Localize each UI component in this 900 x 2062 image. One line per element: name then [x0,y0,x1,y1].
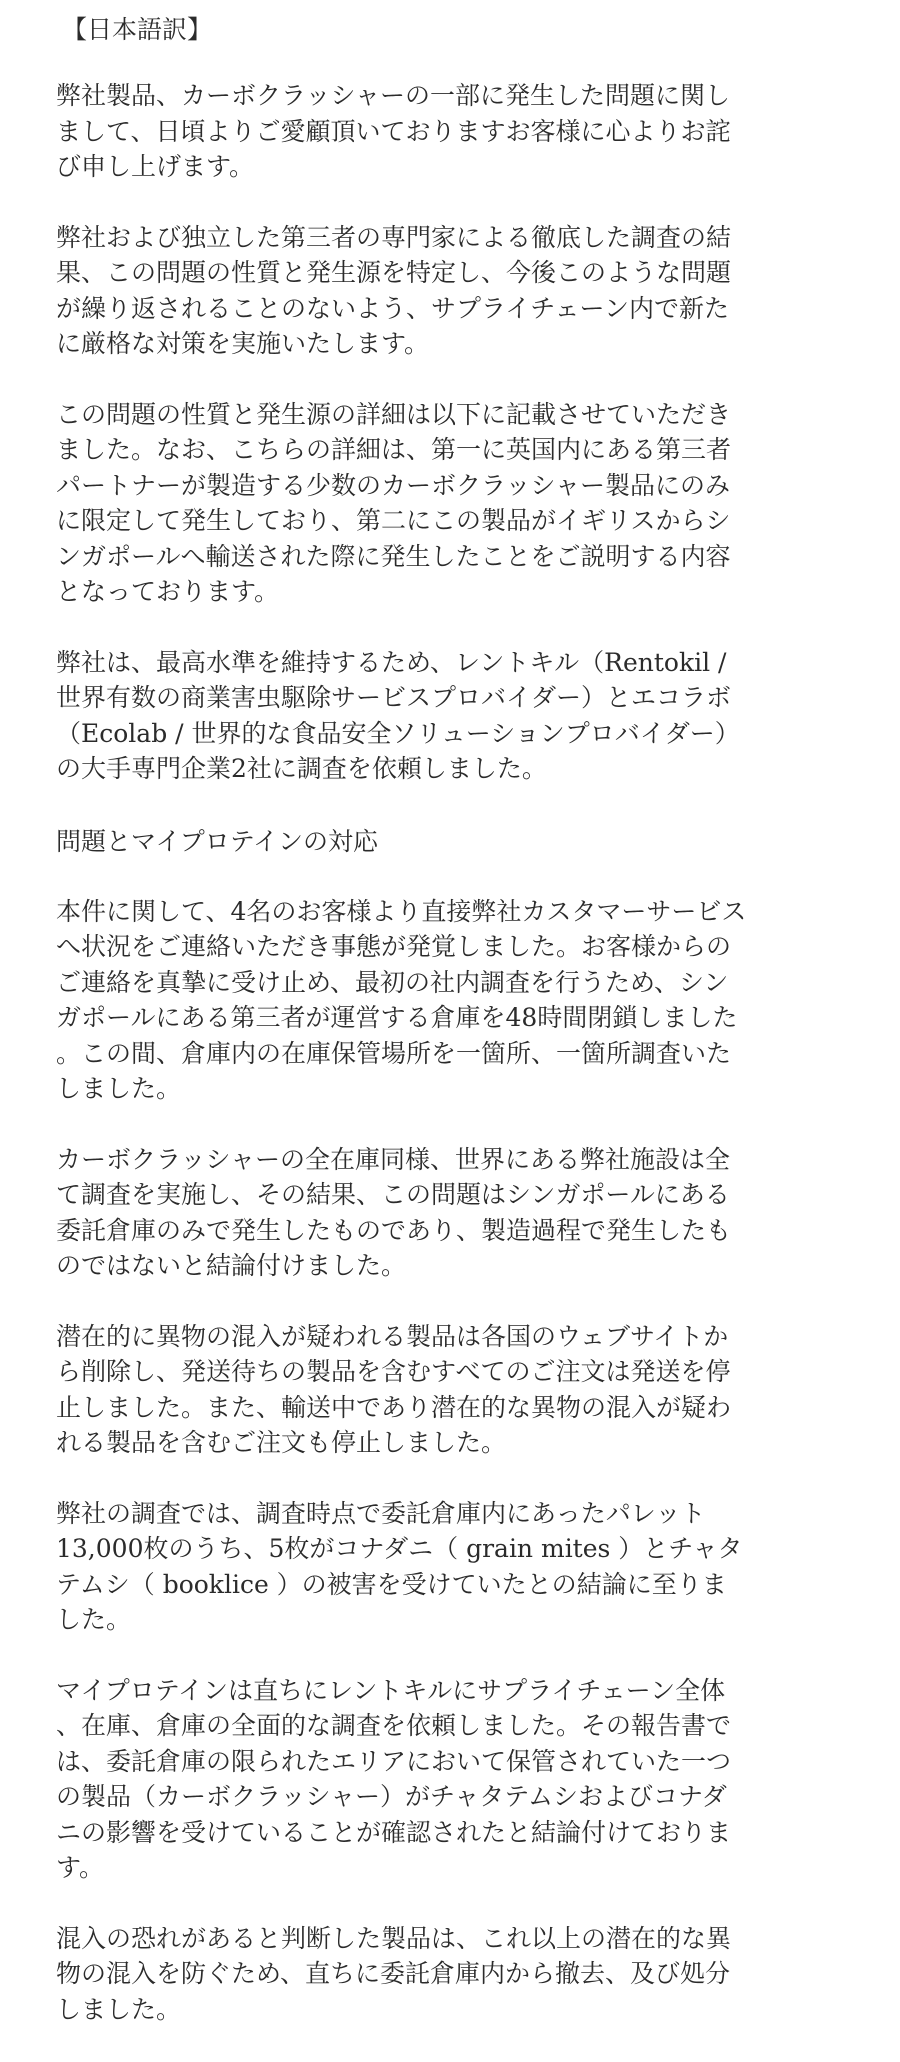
intro-paragraphs [56,78,846,787]
paragraph-line: の大手専門企業2社に調査を依頼しました。 [56,754,547,783]
paragraph-line: 潜在的に異物の混入が疑われる製品は各国のウェブサイトか [56,1321,729,1351]
section-title: 問題とマイプロテインの対応 [56,826,379,856]
paragraph-line: に限定して発生しており、第二にこの製品がイギリスからシ [56,506,731,535]
response-paragraphs [56,894,846,2028]
paragraph [56,397,846,610]
paragraph-line: 物の混入を防ぐため、直ちに委託倉庫内から撤去、及び処分 [56,1959,731,1988]
paragraph-line: 弊社は、最高水準を維持するため、レントキル（Rentokil / [56,647,727,677]
paragraph-line: カーボクラッシャーの全在庫同様、世界にある弊社施設は全 [56,1144,731,1174]
paragraph-line: パートナーが製造する少数のカーボクラッシャー製品にのみ [56,470,731,500]
paragraph-line: した。 [56,1605,132,1634]
paragraph-line: テムシ（ booklice ）の被害を受けていたとの結論に至りま [56,1569,727,1599]
paragraph [56,1921,846,2028]
document-body [56,8,846,2062]
paragraph [56,1142,846,1284]
translation-label: 【日本語訳】 [62,15,213,44]
paragraph-line: 。この間、倉庫内の在庫保管場所を一箇所、一箇所調査いた [56,1038,732,1068]
paragraph [56,1496,846,1638]
paragraph-line: 果、この問題の性質と発生源を特定し、今後このような問題 [56,258,732,287]
paragraph [56,1319,846,1461]
paragraph-line: （Ecolab / 世界的な食品安全ソリューションプロバイダー） [56,718,740,748]
paragraph-line: ニの影響を受けていることが確認されたと結論付けておりま [56,1817,732,1847]
paragraph-line: す。 [56,1853,105,1882]
paragraph-line: ガポールにある第三者が運営する倉庫を48時間閉鎖しました [56,1003,738,1032]
paragraph-line: 弊社および独立した第三者の専門家による徹底した調査の結 [56,222,732,252]
paragraph-line: 、在庫、倉庫の全面的な調査を依頼しました。その報告書で [56,1711,732,1740]
paragraph-line: ご連絡を真摯に受け止め、最初の社内調査を行うため、シン [56,967,729,997]
paragraph-line: しました。 [56,1994,182,2024]
paragraph [56,645,846,787]
paragraph-line: れる製品を含むご注文も停止しました。 [56,1428,507,1457]
paragraph-line: まして、日頃よりご愛顧頂いておりますお客様に心よりお詫 [56,116,731,146]
paragraph-line: て調査を実施し、その結果、この問題はシンガポールにある [56,1180,730,1209]
paragraph-line: となっております。 [56,577,280,606]
paragraph-line: 止しました。また、輸送中であり潜在的な異物の混入が疑わ [56,1392,732,1422]
paragraph-line: 弊社の調査では、調査時点で委託倉庫内にあったパレット [56,1498,706,1528]
paragraph-line: 混入の恐れがあると判断した製品は、これ以上の潜在的な異 [56,1923,732,1953]
paragraph-line: び申し上げます。 [56,152,255,181]
paragraph-line: へ状況をご連絡いただき事態が発覚しました。お客様からの [56,932,732,961]
paragraph-line: ンガポールへ輸送された際に発生したことをご説明する内容 [56,541,731,571]
paragraph-line: に厳格な対策を実施いたします。 [56,329,430,358]
paragraph-line: のではないと結論付けました。 [56,1251,407,1280]
paragraph-line: 13,000枚のうち、5枚がコナダニ（ grain mites ）とチャタ [56,1534,743,1563]
paragraph-line: この問題の性質と発生源の詳細は以下に記載させていただき [56,399,732,429]
paragraph-line: が繰り返されることのないよう、サプライチェーン内で新た [56,293,730,323]
paragraph-line: の製品（カーボクラッシャー）がチャタテムシおよびコナダ [56,1782,727,1811]
paragraph-line: は、委託倉庫の限られたエリアにおいて保管されていた一つ [56,1746,732,1776]
paragraph-line: ら削除し、発送待ちの製品を含むすべてのご注文は発送を停 [56,1357,731,1386]
paragraph-line: 弊社製品、カーボクラッシャーの一部に発生した問題に関し [56,81,731,110]
paragraph [56,1673,846,1886]
paragraph-line: ました。なお、こちらの詳細は、第一に英国内にある第三者 [56,435,732,464]
paragraph [56,220,846,362]
paragraph-line: 世界有数の商業害虫駆除サービスプロバイダー）とエコラボ [56,683,732,712]
paragraph-line: マイプロテインは直ちにレントキルにサプライチェーン全体 [56,1675,726,1705]
paragraph-line: 委託倉庫のみで発生したものであり、製造過程で発生したも [56,1215,732,1245]
paragraph [56,894,846,1107]
paragraph-line: 本件に関して、4名のお客様より直接弊社カスタマーサービス [56,896,747,926]
paragraph [56,78,846,185]
paragraph-line: しました。 [56,1074,182,1103]
